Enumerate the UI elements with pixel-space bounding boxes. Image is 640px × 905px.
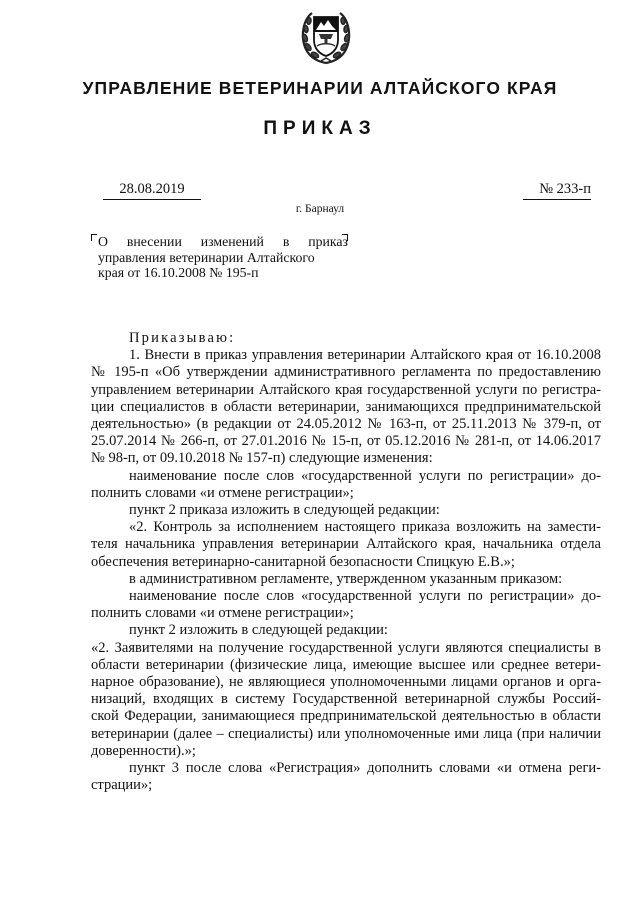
body-line: доверенности).»;	[91, 742, 196, 759]
body-line: низаций, входящих в систему Государственной ветеринарной службы Россий-	[91, 691, 601, 708]
altai-coat-of-arms-emblem	[299, 8, 353, 66]
body-line: обеспечения ветеринарно-санитарной безопасности Спицкую Е.В.»;	[91, 553, 515, 570]
body-line: 25.07.2014 № 266-п, от 27.01.2016 № 15-п, от 05.12.2016 № 281-п, от 14.06.2017	[91, 433, 601, 450]
body-line: пункт 2 изложить в следующей редакции:	[129, 622, 388, 639]
body-line: области ветеринарии (физические лица, имеющие высшее или среднее ветери-	[91, 656, 601, 673]
body-line: Приказываю:	[129, 330, 236, 346]
subject-line: края от 16.10.2008 № 195-п	[98, 265, 259, 280]
body-line: теля начальника управления ветеринарии Алтайского края, начальника отдела	[91, 536, 601, 553]
body-line: нарное образование), не являющиеся уполномоченными лицами органов и орга-	[91, 674, 601, 691]
subject-bracket-left	[91, 234, 97, 241]
body-line: № 195-п «Об утверждении административного регламента по предоставлению	[91, 364, 601, 381]
body-line: в административном регламенте, утвержденном указанным приказом:	[129, 570, 563, 587]
body-line: наименование после слов «государственной услуги по регистрации» до-	[129, 588, 601, 605]
body-line: полнить словами «и отмене регистрации»;	[91, 484, 354, 501]
body-line: пункт 2 приказа изложить в следующей редакции:	[129, 502, 440, 519]
body-line: полнить словами «и отмене регистрации»;	[91, 605, 354, 622]
body-line: управлением ветеринарии Алтайского края государственной услуги по регистра-	[91, 381, 601, 398]
order-date: 28.08.2019	[103, 181, 201, 200]
body-line: ской Федерации, занимающиеся предпринимательской деятельностью в области	[91, 708, 601, 725]
organization-name: УПРАВЛЕНИЕ ВЕТЕРИНАРИИ АЛТАЙСКОГО КРАЯ	[82, 78, 558, 98]
order-subject	[98, 234, 348, 281]
body-line: пункт 3 после слова «Регистрация» дополнить словами «и отмена реги-	[129, 760, 601, 777]
subject-line: управления ветеринарии Алтайского	[98, 249, 315, 265]
body-line: ции специалистов в области ветеринарии, занимающихся предпринимательской	[91, 398, 601, 415]
body-line: наименование после слов «государственной услуги по регистрации» до-	[129, 467, 601, 484]
city-name: г. Барнаул	[295, 203, 345, 215]
order-number: № 233-п	[523, 181, 591, 200]
body-line: страции»;	[91, 777, 153, 794]
body-line: «2. Заявителями на получение государственной услуги являются специалисты в	[91, 639, 601, 656]
document-title: ПРИКАЗ	[263, 118, 377, 139]
body-line: 1. Внести в приказ управления ветеринарии Алтайского края от 16.10.2008	[129, 347, 601, 364]
order-body	[91, 330, 601, 794]
body-line: «2. Контроль за исполнением настоящего приказа возложить на замести-	[129, 519, 601, 536]
body-line: № 98-п, от 09.10.2018 № 157-п) следующие изменения:	[91, 450, 433, 467]
body-line: ветеринарии (далее – специалисты) или уполномоченные ими лица (при наличии	[91, 725, 601, 742]
body-line: деятельностью» (в редакции от 24.05.2012 № 163-п, от 25.11.2013 № 379-п, от	[91, 416, 601, 433]
subject-line: О внесении изменений в приказ	[98, 234, 348, 249]
